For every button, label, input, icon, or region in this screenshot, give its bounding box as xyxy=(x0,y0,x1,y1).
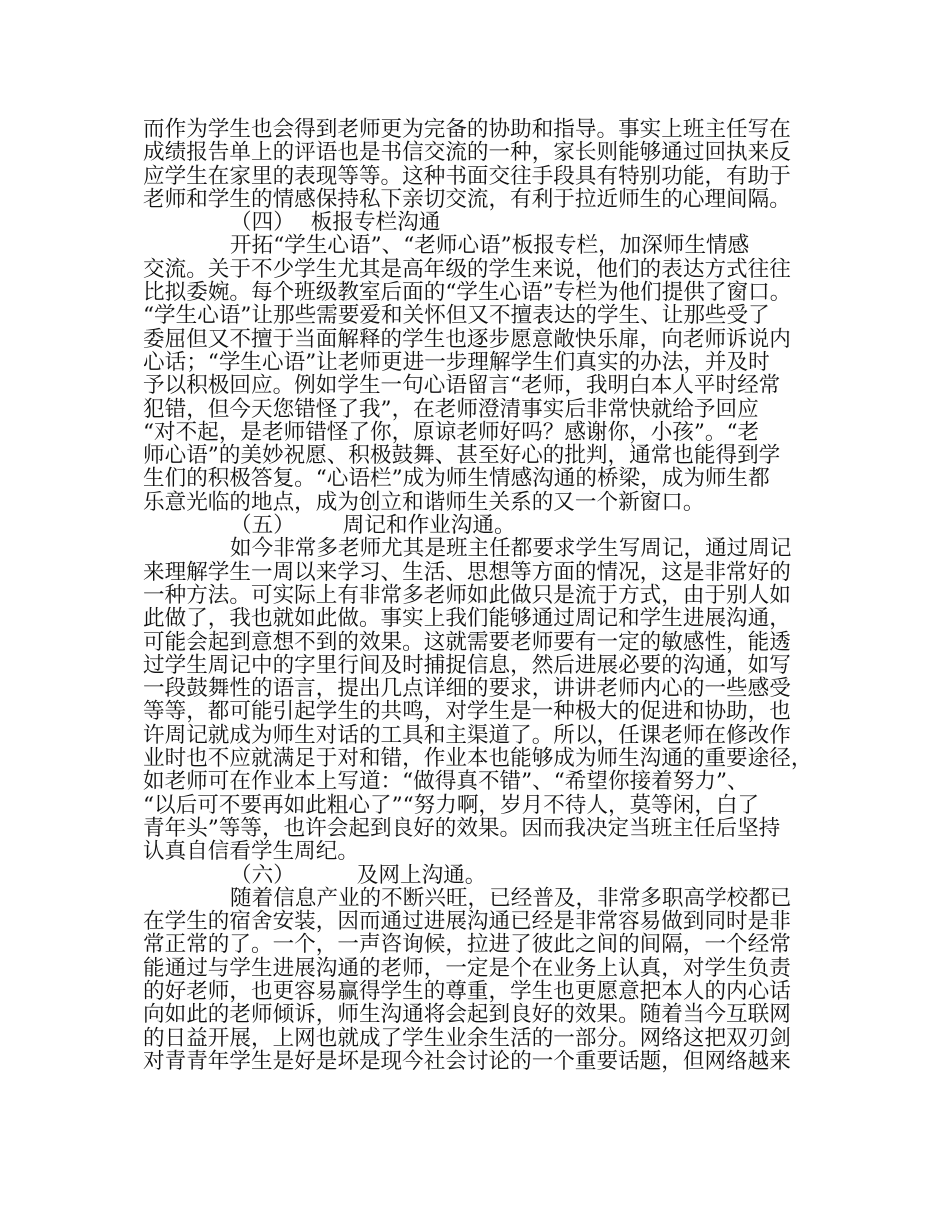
text-line: 认真自信看学生周纪。 xyxy=(143,839,359,865)
section-heading xyxy=(143,211,807,234)
text-line: 委屈但又不擅于当面解释的学生也逐步愿意敞快乐扉，向老师诉说内 xyxy=(143,326,791,352)
section-title: 及网上沟通。 xyxy=(356,862,487,888)
section-number: （五） xyxy=(230,513,295,539)
text-line: 许周记就成为师生对话的工具和主渠道了。所以，任课老师在修改作 xyxy=(143,722,791,748)
text-line: 青年头”等等，也许会起到良好的效果。因而我决定当班主任后坚持 xyxy=(143,815,781,841)
paragraph xyxy=(143,234,807,514)
text-line: 成绩报告单上的评语也是书信交流的一种，家长则能够通过回执来反 xyxy=(143,140,791,166)
text-line: 一种方法。可实际上有非常多老师如此做只是流于方式，由于别人如 xyxy=(143,582,791,608)
text-line: 的日益开展，上网也就成了学生业余生活的一部分。网络这把双刃剑 xyxy=(143,1025,791,1051)
text-line: 等等，都可能引起学生的共鸣，对学生是一种极大的促进和协助，也 xyxy=(143,699,791,725)
document-page xyxy=(143,117,813,1074)
text-line: 而作为学生也会得到老师更为完备的协助和指导。事实上班主任写在 xyxy=(143,117,791,142)
paragraph xyxy=(143,118,807,211)
text-line: 一段鼓舞性的语言，提出几点详细的要求，讲讲老师内心的一些感受 xyxy=(143,676,791,702)
text-line: 开拓“学生心语”、“老师心语”板报专栏，加深师生情感 xyxy=(230,233,750,259)
section-number: （六） xyxy=(230,862,295,888)
text-line: 应学生在家里的表现等等。这种书面交往手段具有特别功能，有助于 xyxy=(143,163,791,189)
text-line: 心话；“学生心语”让老师更进一步理解学生们真实的办法，并及时 xyxy=(143,349,770,375)
text-line: 此做了，我也就如此做。事实上我们能够通过周记和学生进展沟通， xyxy=(143,606,791,632)
text-line: 生们的积极答复。“心语栏”成为师生情感沟通的桥梁，成为师生都 xyxy=(143,466,770,492)
paragraph xyxy=(143,887,807,1073)
section-number: （四） xyxy=(230,210,295,236)
text-line: 的好老师，也更容易赢得学生的尊重，学生也更愿意把本人的内心话 xyxy=(143,978,791,1004)
text-line: 可能会起到意想不到的效果。这就需要老师要有一定的敏感性，能透 xyxy=(143,629,791,655)
section-title: 周记和作业沟通。 xyxy=(342,513,516,539)
text-line: 师心语”的美妙祝愿、积极鼓舞、甚至好心的批判，通常也能得到学 xyxy=(143,443,781,469)
text-line: “学生心语”让那些需要爱和关怀但又不擅表达的学生、让那些受了 xyxy=(143,303,770,329)
text-line: 过学生周记中的字里行间及时捕捉信息，然后进展必要的沟通，如写 xyxy=(143,652,791,678)
text-line: 予以积极回应。例如学生一句心语留言“老师，我明白本人平时经常 xyxy=(143,373,781,399)
text-line: 如老师可在作业本上写道：“做得真不错”、“希望你接着努力”、 xyxy=(143,769,749,795)
text-line: 能通过与学生进展沟通的老师，一定是个在业务上认真，对学生负责 xyxy=(143,955,791,981)
text-line: 对青青年学生是好是坏是现今社会讨论的一个重要话题，但网络越来 xyxy=(143,1048,791,1074)
section-title: 板报专栏沟通 xyxy=(310,210,441,236)
text-line: “对不起，是老师错怪了你，原谅老师好吗？感谢你，小孩”。“老 xyxy=(143,419,760,445)
section-heading xyxy=(143,864,807,887)
text-line: 老师和学生的情感保持私下亲切交流，有利于拉近师生的心理间隔。 xyxy=(143,186,791,212)
text-line: 在学生的宿舍安装，因而通过进展沟通已经是非常容易做到同时是非 xyxy=(143,909,791,935)
text-line: 常正常的了。一个，一声咨询候，拉进了彼此之间的间隔，一个经常 xyxy=(143,932,791,958)
text-line: 乐意光临的地点，成为创立和谐师生关系的又一个新窗口。 xyxy=(143,489,705,515)
text-line: 比拟委婉。每个班级教室后面的“学生心语”专栏为他们提供了窗口。 xyxy=(143,280,792,306)
text-line: 业时也不应就满足于对和错，作业本也能够成为师生沟通的重要途径， xyxy=(143,746,813,772)
paragraph xyxy=(143,536,813,865)
text-line: 随着信息产业的不断兴旺，已经普及，非常多职高学校都已 xyxy=(230,885,792,911)
section-heading xyxy=(143,514,807,537)
text-line: 交流。关于不少学生尤其是高年级的学生来说，他们的表达方式往往 xyxy=(143,256,791,282)
text-line: 犯错，但今天您错怪了我”，在老师澄清事实后非常快就给予回应 xyxy=(143,396,759,422)
text-line: 向如此的老师倾诉，师生沟通将会起到良好的效果。随着当今互联网 xyxy=(143,1002,791,1028)
text-line: “以后可不要再如此粗心了”“努力啊，岁月不待人，莫等闲，白了 xyxy=(143,792,760,818)
text-line: 如今非常多老师尤其是班主任都要求学生写周记，通过周记 xyxy=(230,536,792,562)
text-line: 来理解学生一周以来学习、生活、思想等方面的情况，这是非常好的 xyxy=(143,559,791,585)
